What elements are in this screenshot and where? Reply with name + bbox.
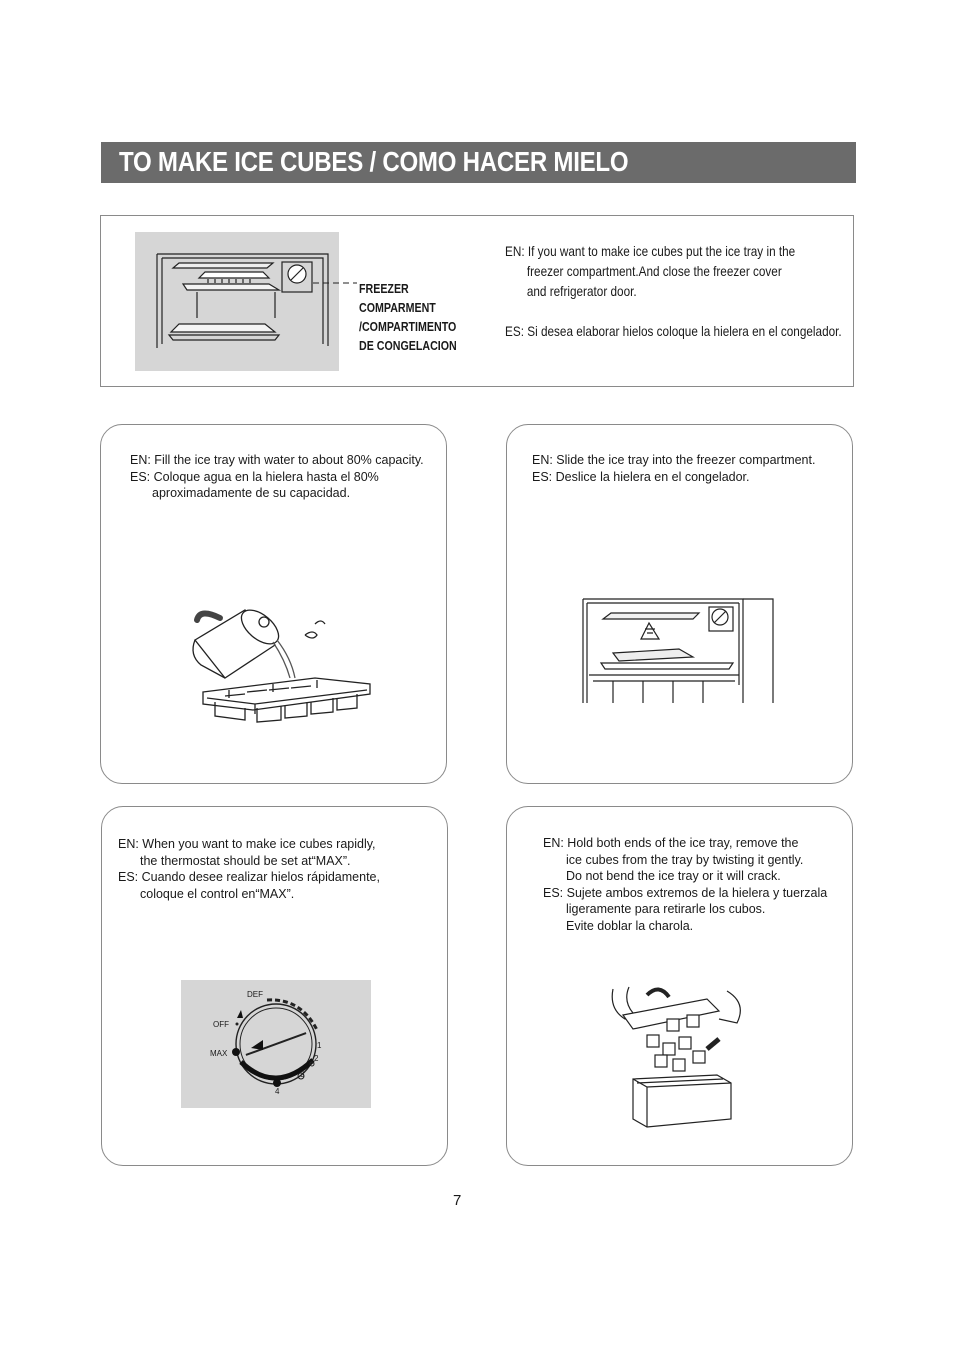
step-thermostat bbox=[101, 806, 448, 1166]
dial-label-off: OFF bbox=[213, 1020, 229, 1029]
step-fill-tray bbox=[100, 424, 447, 784]
title-bar bbox=[101, 142, 856, 183]
freezer-illustration bbox=[135, 232, 339, 371]
dial-label-2: 2 bbox=[314, 1054, 319, 1063]
dial-label-3: 3 bbox=[300, 1070, 305, 1079]
dial-label-max: MAX bbox=[210, 1049, 228, 1058]
twisting-tray-illustration bbox=[607, 979, 752, 1139]
page-title: TO MAKE ICE CUBES / COMO HACER MIELO bbox=[119, 146, 629, 177]
tray-in-freezer-illustration bbox=[583, 595, 779, 705]
thermostat-dial-panel bbox=[181, 980, 371, 1108]
intro-instructions: EN: If you want to make ice cubes put the ice tray in the freezer compartment.And close the freezer cover and refrigerator door. ES: Si desea elaborar hielos coloque la hielera en el congelador. bbox=[505, 243, 842, 339]
step-slide-tray bbox=[506, 424, 853, 784]
freezer-compartment-label: FREEZER COMPARMENT /COMPARTIMENTO DE CONGELACION bbox=[359, 281, 457, 353]
intro-section bbox=[100, 215, 854, 387]
dial-label-4: 4 bbox=[275, 1087, 280, 1096]
step-thermostat-text: EN: When you want to make ice cubes rapidly, the thermostat should be set at“MAX”. ES: Cuando desee realizar hielos rápidamente, coloque el control en“MAX”. bbox=[118, 837, 380, 901]
pitcher-filling-tray-illustration bbox=[185, 580, 375, 740]
step-remove-text: EN: Hold both ends of the ice tray, remove the ice cubes from the tray by twisting it gently. Do not bend the ice tray or it will crack. ES: Sujete ambos extremos de la hielera y tuerzala ligeramente para retirarle los cubos. Evite doblar la charola. bbox=[543, 836, 828, 933]
step-slide-text: EN: Slide the ice tray into the freezer compartment. ES: Deslice la hielera en el congelador. bbox=[532, 453, 816, 484]
dial-label-1: 1 bbox=[317, 1041, 322, 1050]
step-remove-cubes bbox=[506, 806, 853, 1166]
dial-label-def: DEF bbox=[247, 990, 263, 999]
page-number: 7 bbox=[453, 1192, 462, 1209]
step-fill-text: EN: Fill the ice tray with water to about 80% capacity. ES: Coloque agua en la hielera hasta el 80% aproximadamente de su capacidad. bbox=[130, 453, 424, 500]
